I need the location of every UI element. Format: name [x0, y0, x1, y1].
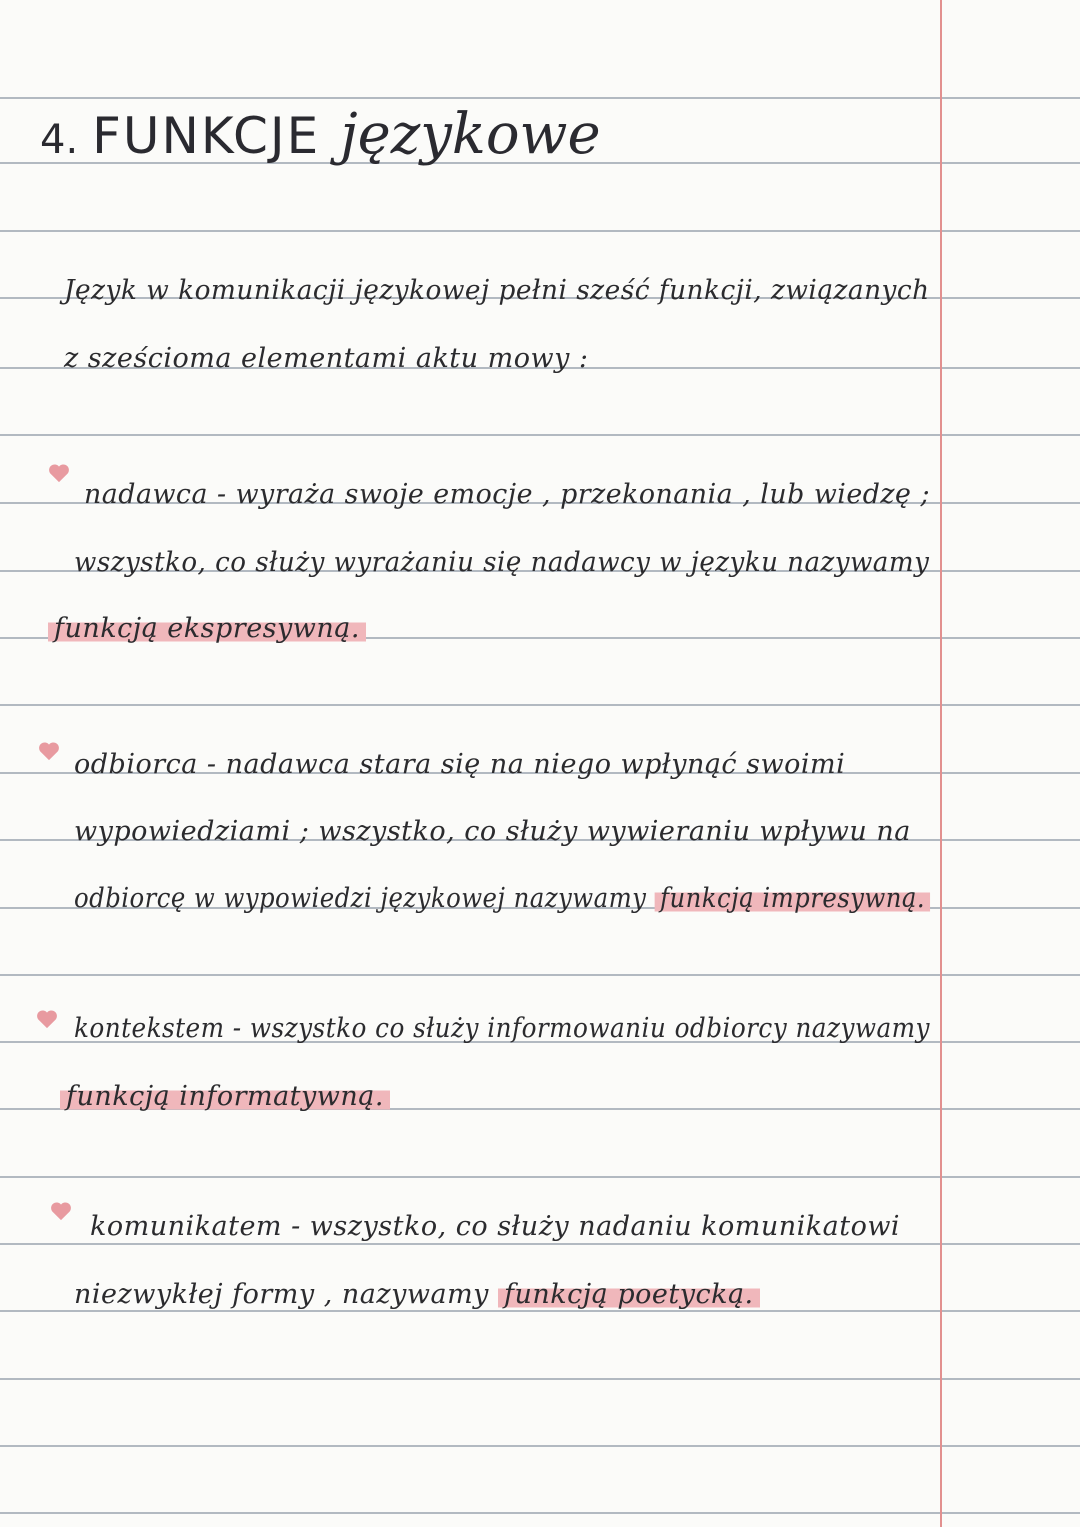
intro-line: Język w komunikacji językowej pełni sześć funkcji, związanych — [64, 275, 930, 306]
highlight-prefix: odbiorcę w wypowiedzi językowej nazywamy — [74, 883, 647, 914]
section-highlight-line — [48, 612, 366, 646]
title-script: językowe — [340, 102, 601, 167]
section-line: wypowiedziami ; wszystko, co służy wywieraniu wpływu na — [74, 816, 911, 847]
ruled-line — [0, 704, 1080, 706]
ruled-line — [0, 1445, 1080, 1447]
ruled-line — [0, 1512, 1080, 1514]
section-line: odbiorca - nadawca stara się na niego wpłynąć swoimi — [74, 749, 846, 780]
margin-line — [940, 0, 942, 1527]
section-highlight-line — [74, 1278, 760, 1312]
heart-icon — [50, 1200, 72, 1222]
function-term-highlight: funkcją impresywną. — [655, 883, 931, 914]
section-highlight-line — [60, 1080, 390, 1114]
section-line: nadawca - wyraża swoje emocje , przekonania , lub wiedzę ; — [84, 479, 931, 510]
ruled-line — [0, 434, 1080, 436]
section-highlight-line — [74, 882, 930, 916]
highlight-prefix: niezwykłej formy , nazywamy — [74, 1279, 489, 1310]
function-term-highlight: funkcją informatywną. — [60, 1081, 390, 1112]
heart-icon — [38, 740, 60, 762]
ruled-line — [0, 1378, 1080, 1380]
heart-icon — [48, 462, 70, 484]
ruled-line — [0, 974, 1080, 976]
heart-icon — [36, 1008, 58, 1030]
section-line: komunikatem - wszystko, co służy nadaniu komunikatowi — [90, 1211, 901, 1242]
ruled-line — [0, 230, 1080, 232]
function-term-highlight: funkcją poetycką. — [498, 1279, 760, 1310]
intro-line: z sześcioma elementami aktu mowy : — [64, 343, 589, 374]
function-term-highlight: funkcją ekspresywną. — [48, 613, 366, 644]
title-number: 4. — [40, 117, 79, 163]
title-caps: FUNKCJE — [92, 107, 321, 165]
ruled-line — [0, 1176, 1080, 1178]
page-title — [40, 100, 601, 175]
section-line: wszystko, co służy wyrażaniu się nadawcy w języku nazywamy — [74, 547, 930, 578]
section-line: kontekstem - wszystko co służy informowaniu odbiorcy nazywamy — [74, 1013, 930, 1044]
ruled-line — [0, 97, 1080, 99]
